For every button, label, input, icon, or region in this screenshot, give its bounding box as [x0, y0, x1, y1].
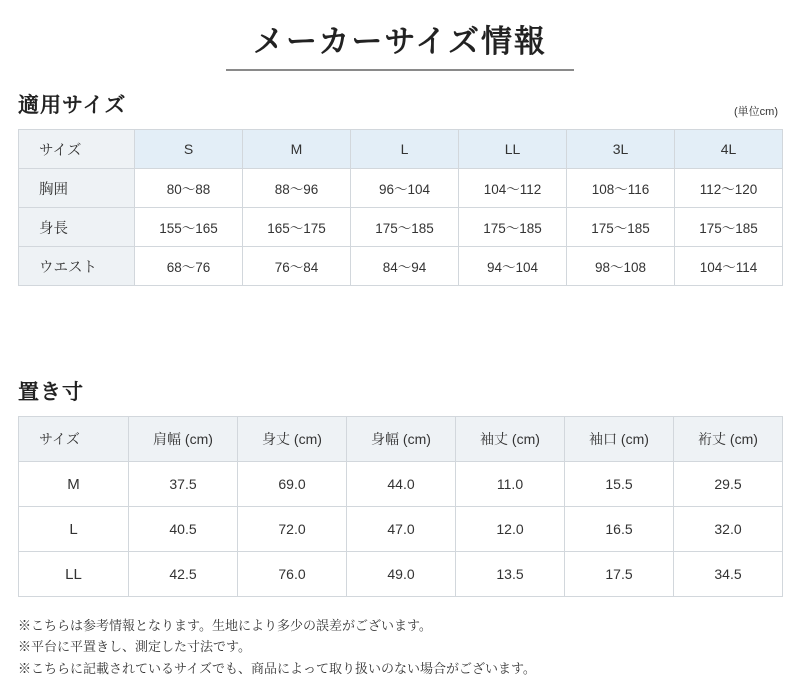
unit-note: (単位cm) — [734, 106, 778, 118]
header-corner-label: サイズ — [19, 130, 135, 169]
header-cuff: 袖口 (cm) — [565, 417, 674, 462]
header-size-3l: 3L — [567, 130, 675, 169]
cell-waist-l: 84〜94 — [351, 247, 459, 286]
cell-height-m: 165〜175 — [243, 208, 351, 247]
table-row — [19, 247, 783, 286]
cell-l-shoulder: 40.5 — [129, 507, 238, 552]
cell-height-ll: 175〜185 — [459, 208, 567, 247]
table-row — [19, 507, 783, 552]
cell-chest-3l: 108〜116 — [567, 169, 675, 208]
cell-height-4l: 175〜185 — [675, 208, 783, 247]
cell-l-yuki: 32.0 — [674, 507, 783, 552]
cell-chest-ll: 104〜112 — [459, 169, 567, 208]
header-size-4l: 4L — [675, 130, 783, 169]
header-body-width: 身幅 (cm) — [347, 417, 456, 462]
cell-ll-shoulder: 42.5 — [129, 552, 238, 597]
table-row — [19, 169, 783, 208]
header-size: サイズ — [19, 417, 129, 462]
table-header-row — [19, 130, 783, 169]
cell-chest-4l: 112〜120 — [675, 169, 783, 208]
cell-waist-ll: 94〜104 — [459, 247, 567, 286]
cell-m-body-width: 44.0 — [347, 462, 456, 507]
table-row — [19, 208, 783, 247]
applicable-size-table-wrap — [18, 129, 782, 286]
cell-m-body-length: 69.0 — [238, 462, 347, 507]
cell-height-s: 155〜165 — [135, 208, 243, 247]
cell-ll-body-width: 49.0 — [347, 552, 456, 597]
title-underline — [226, 69, 574, 71]
header-shoulder-width: 肩幅 (cm) — [129, 417, 238, 462]
header-size-l: L — [351, 130, 459, 169]
cell-m-shoulder: 37.5 — [129, 462, 238, 507]
page-title: メーカーサイズ情報 — [253, 24, 547, 59]
laid-flat-table — [18, 416, 783, 597]
row-label-l: L — [19, 507, 129, 552]
cell-chest-s: 80〜88 — [135, 169, 243, 208]
cell-l-body-length: 72.0 — [238, 507, 347, 552]
cell-waist-4l: 104〜114 — [675, 247, 783, 286]
header-size-m: M — [243, 130, 351, 169]
row-label-chest: 胸囲 — [19, 169, 135, 208]
cell-waist-3l: 98〜108 — [567, 247, 675, 286]
row-label-m: M — [19, 462, 129, 507]
header-size-ll: LL — [459, 130, 567, 169]
cell-waist-m: 76〜84 — [243, 247, 351, 286]
cell-l-cuff: 16.5 — [565, 507, 674, 552]
cell-ll-body-length: 76.0 — [238, 552, 347, 597]
cell-l-sleeve: 12.0 — [456, 507, 565, 552]
table-row — [19, 552, 783, 597]
cell-chest-m: 88〜96 — [243, 169, 351, 208]
cell-l-body-width: 47.0 — [347, 507, 456, 552]
cell-m-yuki: 29.5 — [674, 462, 783, 507]
cell-waist-s: 68〜76 — [135, 247, 243, 286]
cell-ll-cuff: 17.5 — [565, 552, 674, 597]
cell-m-sleeve: 11.0 — [456, 462, 565, 507]
cell-ll-sleeve: 13.5 — [456, 552, 565, 597]
cell-height-3l: 175〜185 — [567, 208, 675, 247]
cell-height-l: 175〜185 — [351, 208, 459, 247]
note-line: ※こちらに記載されているサイズでも、商品によって取り扱いのない場合がございます。 — [18, 660, 536, 676]
cell-ll-yuki: 34.5 — [674, 552, 783, 597]
notes-block — [18, 615, 782, 679]
section-heading-applicable-size: 適用サイズ — [18, 94, 127, 117]
note-line: ※こちらは参考情報となります。生地により多少の誤差がございます。 — [18, 618, 432, 633]
applicable-size-table — [18, 129, 783, 286]
row-label-height: 身長 — [19, 208, 135, 247]
header-yuki-length: 裄丈 (cm) — [674, 417, 783, 462]
table-header-row — [19, 417, 783, 462]
laid-flat-table-wrap — [18, 416, 782, 597]
row-label-ll: LL — [19, 552, 129, 597]
cell-m-cuff: 15.5 — [565, 462, 674, 507]
cell-chest-l: 96〜104 — [351, 169, 459, 208]
header-body-length: 身丈 (cm) — [238, 417, 347, 462]
section-heading-laid-flat: 置き寸 — [18, 381, 84, 404]
section-spacer — [0, 286, 800, 342]
header-size-s: S — [135, 130, 243, 169]
table-row — [19, 462, 783, 507]
row-label-waist: ウエスト — [19, 247, 135, 286]
header-sleeve-length: 袖丈 (cm) — [456, 417, 565, 462]
note-line: ※平台に平置きし、測定した寸法です。 — [18, 639, 251, 655]
